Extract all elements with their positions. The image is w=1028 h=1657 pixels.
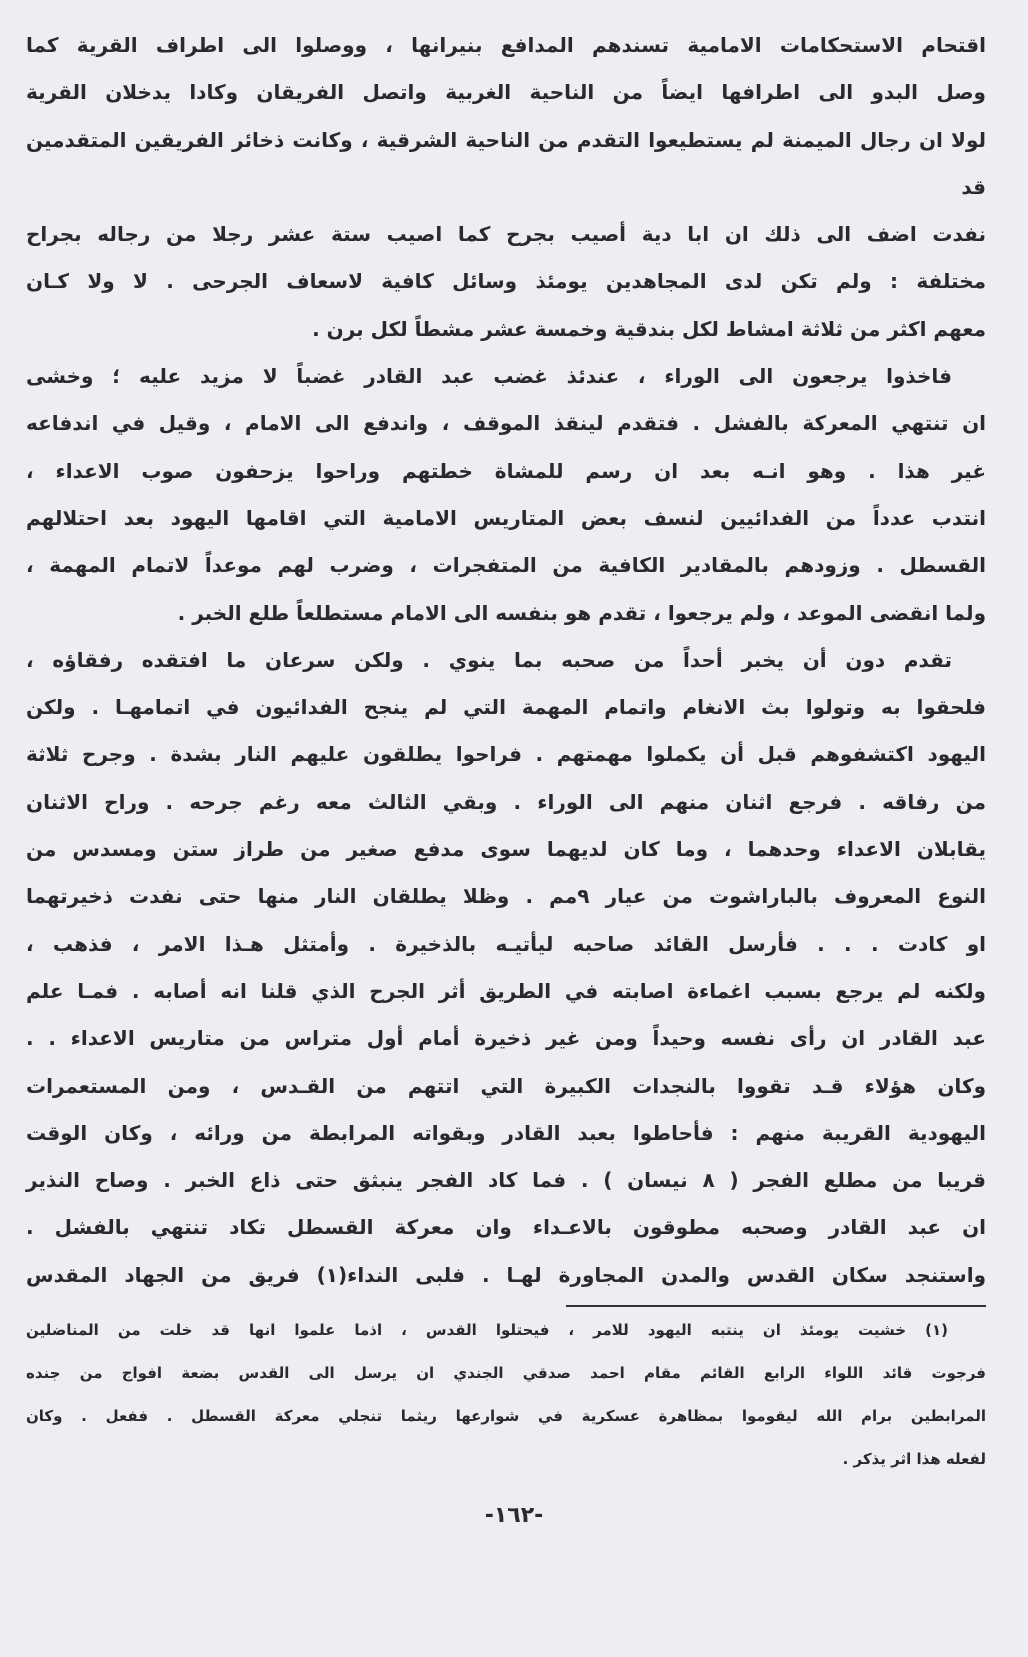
text-line: وكان هؤلاء قـد تقووا بالنجدات الكبيرة التي اتتهم من القـدس ، ومن المستعمرات — [26, 1073, 986, 1098]
text-line: وصل البدو الى اطرافها ايضاً من الناحية الغربية واتصل الفريقان وكادا يدخلان القرية — [26, 80, 986, 105]
text-line: من رفاقه . فرجع اثنان منهم الى الوراء . وبقي الثالث معه رغم جرحه . وراح الاثنان — [26, 789, 986, 814]
text-line: عبد القادر ان رأى نفسه وحيداً ومن غير ذخيرة أمام أول متراس من متاريس الاعداء . . — [26, 1026, 986, 1051]
text-line: تقدم دون أن يخبر أحداً من صحبه بما ينوي . ولكن سرعان ما افتقده رفقاؤه ، — [26, 647, 952, 672]
text-line: مختلفة : ولم تكن لدى المجاهدين يومئذ وسائل كافية لاسعاف الجرحى . لا ولا كـان — [26, 269, 986, 294]
text-line: نفدت اضف الى ذلك ان ابا دية أصيب بجرح كما اصيب ستة عشر رجلا من رجاله بجراح — [26, 222, 986, 247]
text-line: ولما انقضى الموعد ، ولم يرجعوا ، تقدم هو بنفسه الى الامام مستطلعاً طلع الخبر . — [177, 600, 986, 625]
text-line: انتدب عدداً من الفدائيين لنسف بعض المتاريس الامامية التي اقامها اليهود بعد احتلالهم — [26, 505, 986, 530]
text-line: يقابلان الاعداء وحدهما ، وما كان لديهما سوى مدفع صغير من طراز ستن ومسدس من — [26, 837, 986, 862]
text-line: لولا ان رجال الميمنة لم يستطيعوا التقدم من الناحية الشرقية ، وكانت ذخائر الفريقين المتقدمين قد — [26, 127, 986, 199]
text-line: ولكنه لم يرجع بسبب اغماءة اصابته في الطريق أثر الجرح الذي قلنا انه أصابه . فمـا علم — [26, 978, 986, 1003]
text-line: اليهودية القريبة منهم : فأحاطوا بعبد القادر وبقواته المرابطة من ورائه ، وكان الوقت — [26, 1120, 986, 1145]
footnote-line: لفعله هذا اثر يذكر . — [842, 1450, 986, 1469]
text-line: او كادت . . . فأرسل القائد صاحبه ليأتيـه بالذخيرة . وأمتثل هـذا الامر ، فذهب ، — [26, 931, 986, 956]
text-line: معهم اكثر من ثلاثة امشاط لكل بندقية وخمسة عشر مشطاً لكل برن . — [312, 316, 986, 341]
text-line: قريبا من مطلع الفجر ( ٨ نيسان ) . فما كاد الفجر ينبثق حتى ذاع الخبر . وصاح النذير — [26, 1168, 986, 1193]
text-line: القسطل . وزودهم بالمقادير الكافية من المتفجرات ، وضرب لهم موعداً لاتمام المهمة ، — [26, 553, 986, 578]
text-line: فاخذوا يرجعون الى الوراء ، عندئذ غضب عبد القادر غضباً لا مزيد عليه ؛ وخشى — [26, 364, 952, 389]
footnote-line: فرجوت قائد اللواء الرابع القائم مقام احمد صدقي الجندي ان يرسل الى القدس بضعة افواج من جنده — [26, 1364, 986, 1383]
text-line: واستنجد سكان القدس والمدن المجاورة لهـا . فلبى النداء(١) فريق من الجهاد المقدس — [26, 1262, 986, 1287]
text-line: اقتحام الاستحكامات الامامية تسندهم المدافع بنيرانها ، ووصلوا الى اطراف القرية كما — [26, 33, 986, 57]
text-line: اليهود اكتشفوهم قبل أن يكملوا مهمتهم . فراحوا يطلقون عليهم النار بشدة . وجرح ثلاثة — [26, 742, 986, 767]
text-line: ان تنتهي المعركة بالفشل . فتقدم لينقذ الموقف ، واندفع الى الامام ، وقيل في اندفاعه — [26, 411, 986, 436]
text-line: فلحقوا به وتولوا بث الانغام واتمام المهمة التي لم ينجح الفدائيون في اتمامهـا . ولكن — [26, 695, 986, 720]
footnote-line: المرابطين برام الله ليقوموا بمظاهرة عسكرية في شوارعها ريثما تنجلي معركة القسطل . ففعل . وكان — [26, 1407, 986, 1426]
footnote-line: (١) خشيت يومئذ ان ينتبه اليهود للامر ، فيحتلوا القدس ، اذما علموا انها قد خلت من المناضلين — [26, 1321, 948, 1340]
text-line: ان عبد القادر وصحبه مطوقون بالاعـداء وان معركة القسطل تكاد تنتهي بالفشل . — [26, 1215, 986, 1240]
page-number: -١٦٢- — [484, 1503, 544, 1529]
text-line: غير هذا . وهو انـه بعد ان رسم للمشاة خطتهم وراحوا يزحفون صوب الاعداء ، — [26, 458, 986, 483]
footnotes — [0, 1307, 1028, 1481]
text-line: النوع المعروف بالباراشوت من عيار ٩مم . وظلا يطلقان النار منها حتى نفدت ذخيرتهما — [26, 884, 987, 909]
